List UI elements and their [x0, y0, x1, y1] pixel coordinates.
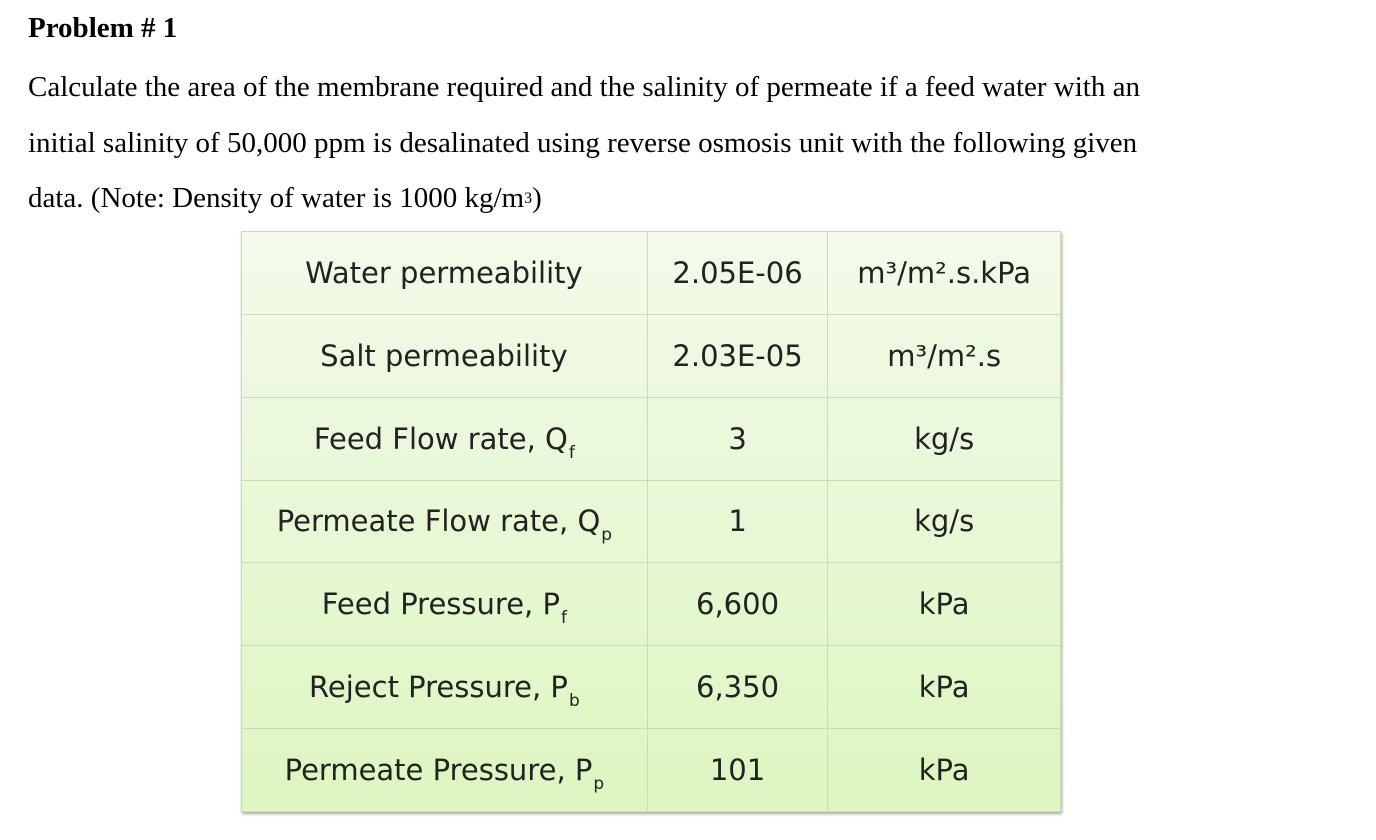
table-row [242, 729, 1061, 812]
statement-line-3-tail: ) [532, 182, 542, 214]
row-label: Permeate Pressure, $P_p$ [242, 729, 648, 812]
statement-line-1: Calculate the area of the membrane required and the salinity of permeate if a feed water with an [28, 71, 1140, 103]
cubic-superscript: 3 [524, 190, 533, 207]
problem-statement [28, 60, 1358, 227]
row-value: 3 [647, 397, 828, 480]
row-value: 101 [647, 729, 828, 812]
statement-line-3 [28, 171, 1358, 227]
table-row [242, 480, 1061, 563]
row-label: Water permeability [242, 232, 648, 315]
row-label: Salt permeability [242, 314, 648, 397]
row-value: 6,600 [647, 563, 828, 646]
row-unit: kg/s [828, 397, 1061, 480]
row-label: Reject Pressure, $P_b$ [242, 646, 648, 729]
table-row [242, 397, 1061, 480]
row-value: 1 [647, 480, 828, 563]
problem-title: Problem # 1 [28, 12, 178, 44]
table-row [242, 314, 1061, 397]
row-value: 6,350 [647, 646, 828, 729]
row-unit: kPa [828, 729, 1061, 812]
row-unit: m³/m².s [828, 314, 1061, 397]
row-label: Permeate Flow rate, $Q_p$ [242, 480, 648, 563]
row-value: 2.05E-06 [647, 232, 828, 315]
table-row [242, 646, 1061, 729]
table-row [242, 232, 1061, 315]
row-value: 2.03E-05 [647, 314, 828, 397]
statement-line-3-text: data. (Note: Density of water is 1000 kg/m [28, 182, 525, 214]
row-label: Feed Flow rate, $Q_f$ [242, 397, 648, 480]
table-row [242, 563, 1061, 646]
given-data-table [241, 231, 1061, 812]
row-unit: m³/m².s.kPa [828, 232, 1061, 315]
row-unit: kPa [828, 646, 1061, 729]
row-label: Feed Pressure, $P_f$ [242, 563, 648, 646]
row-unit: kPa [828, 563, 1061, 646]
statement-line-2: initial salinity of 50,000 ppm is desalinated using reverse osmosis unit with the following given [28, 126, 1138, 159]
row-unit: kg/s [828, 480, 1061, 563]
